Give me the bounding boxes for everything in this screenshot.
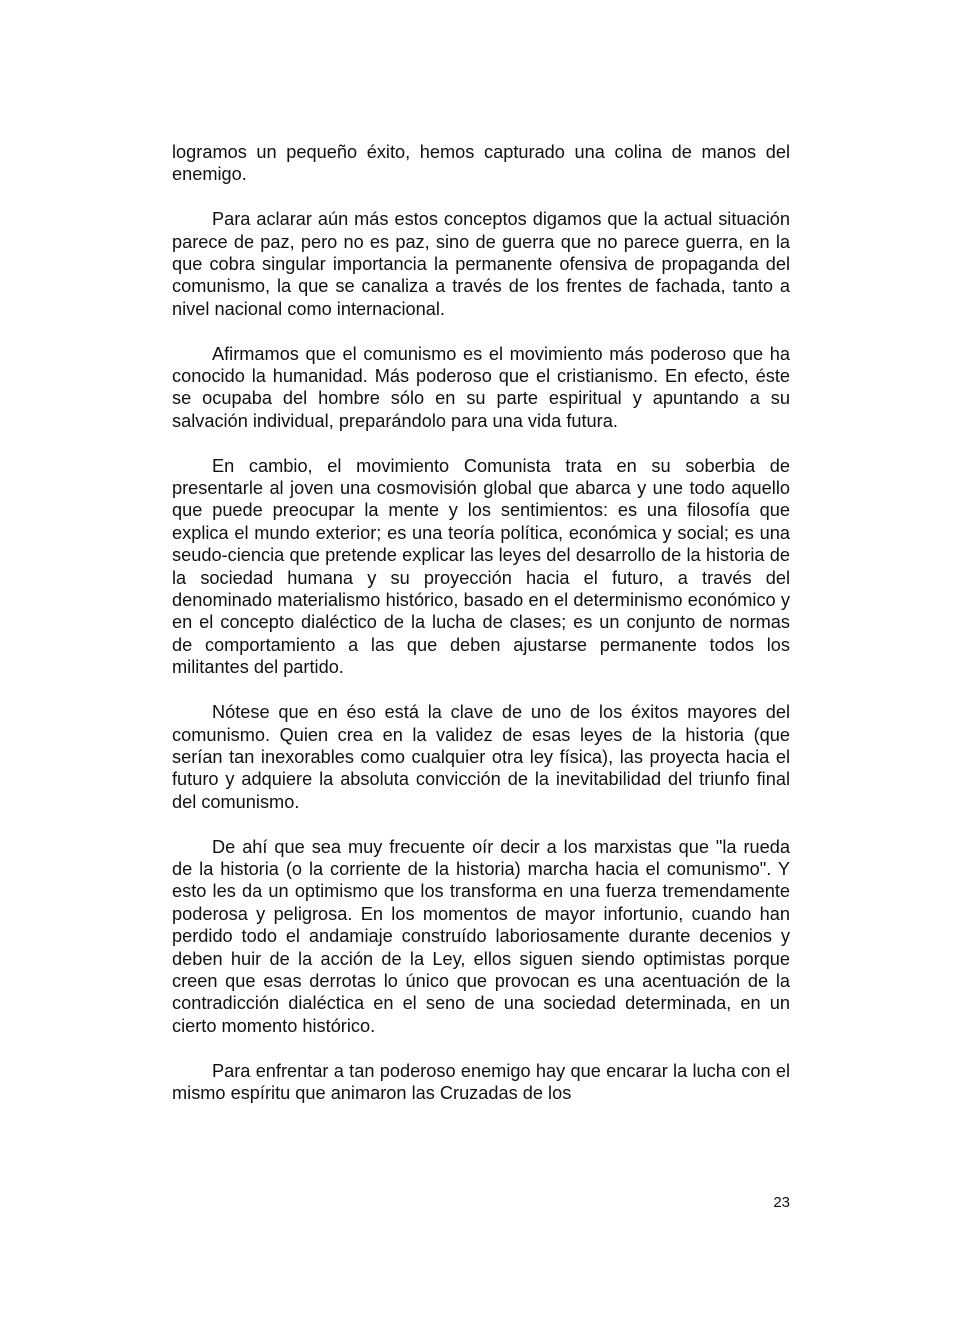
paragraph-3: Afirmamos que el comunismo es el movimiento más poderoso que ha conocido la humanidad. Más poderoso que el cristianismo. En efecto, éste se ocupaba del hombre sólo en su parte espiritual y apuntando a su salvación individual, preparándolo para una vida futura. <box>172 343 790 431</box>
paragraph-5: Nótese que en éso está la clave de uno de los éxitos mayores del comunismo. Quien crea en la validez de esas leyes de la historia (que serían tan inexorables como cualquier otra ley física), las proyecta hacia el futuro y adquiere la absoluta convicción de la inevitabilidad del triunfo final del comunismo. <box>172 702 790 812</box>
paragraph-2: Para aclarar aún más estos conceptos digamos que la actual situación parece de paz, pero no es paz, sino de guerra que no parece guerra, en la que cobra singular importancia la permanente ofensiva de propaganda del comunismo, la que se canaliza a través de los frentes de fachada, tanto a nivel nacional como internacional. <box>172 209 790 319</box>
page-number: 23 <box>773 1194 790 1211</box>
paragraph-7: Para enfrentar a tan poderoso enemigo hay que encarar la lucha con el mismo espíritu que animaron las Cruzadas de los <box>172 1060 790 1103</box>
paragraph-6: De ahí que sea muy frecuente oír decir a los marxistas que "la rueda de la historia (o la corriente de la historia) marcha hacia el comunismo". Y esto les da un optimismo que los transforma en una fuerza tremendamente poderosa y peligrosa. En los momentos de mayor infortunio, cuando han perdido todo el andamiaje construído laboriosamente durante decenios y deben huir de la acción de la Ley, ellos siguen siendo optimistas porque creen que esas derrotas lo único que provocan es una acentuación de la contradicción dialéctica en el seno de una sociedad determinada, en un cierto momento histórico. <box>172 836 790 1036</box>
paragraph-1: logramos un pequeño éxito, hemos capturado una colina de manos del enemigo. <box>172 142 790 185</box>
body-text <box>172 141 790 1104</box>
paragraph-4: En cambio, el movimiento Comunista trata en su soberbia de presentarle al joven una cosmovisión global que abarca y une todo aquello que puede preocupar la mente y los sentimientos: es una filosofía que explica el mundo exterior; es una teoría política, económica y social; es una seudo-ciencia que pretende explicar las leyes del desarrollo de la historia de la sociedad humana y su proyección hacia el futuro, a través del denominado materialismo histórico, basado en el determinismo económico y en el concepto dialéctico de la lucha de clases; es un conjunto de normas de comportamiento a las que deben ajustarse permanente todos los militantes del partido. <box>172 455 790 678</box>
